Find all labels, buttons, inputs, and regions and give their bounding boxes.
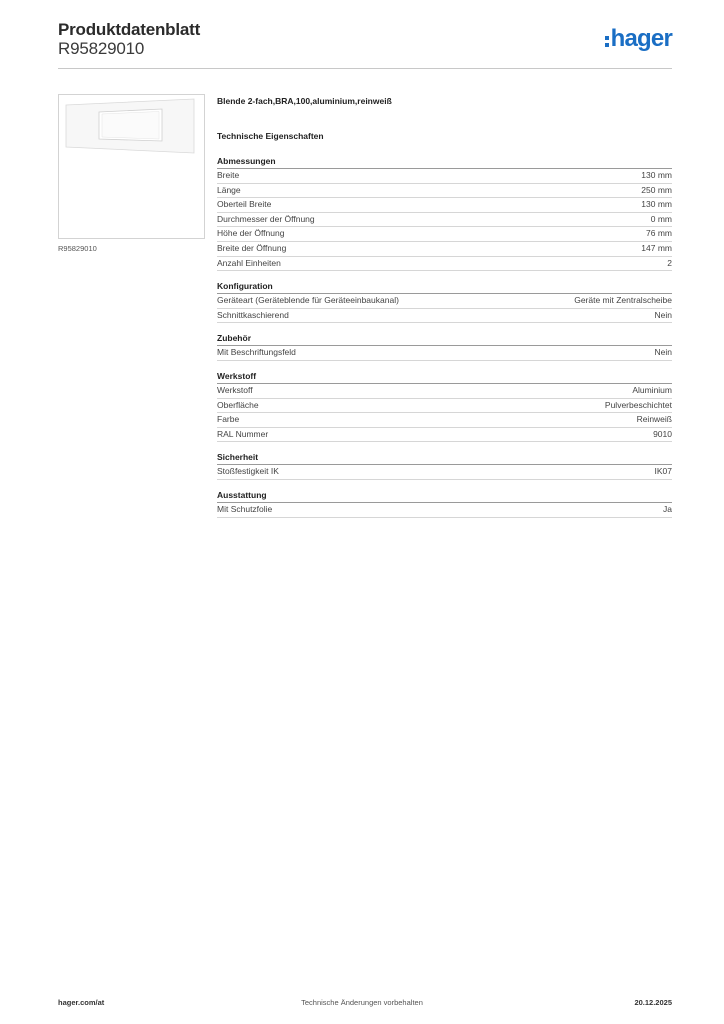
property-label: Stoßfestigkeit IK: [217, 466, 279, 477]
section-title: Konfiguration: [217, 280, 672, 294]
property-row: [217, 384, 672, 399]
property-label: Anzahl Einheiten: [217, 257, 281, 268]
property-value: Pulverbeschichtet: [604, 399, 672, 410]
article-number: R95829010: [58, 39, 145, 58]
property-row: [217, 465, 672, 480]
section-title: Ausstattung: [217, 489, 672, 503]
property-value: 2: [667, 257, 672, 268]
property-row: [217, 428, 672, 443]
property-value: 76 mm: [646, 228, 672, 239]
product-image: [58, 94, 205, 239]
property-label: Schnittkaschierend: [217, 309, 289, 320]
section-sicherheit: [217, 451, 672, 480]
property-label: RAL Nummer: [217, 428, 269, 439]
property-row: [217, 242, 672, 257]
property-value: 147 mm: [641, 242, 672, 253]
properties-sections: [217, 155, 672, 518]
property-value: 250 mm: [641, 184, 672, 195]
product-details: [217, 94, 672, 527]
property-label: Höhe der Öffnung: [217, 228, 285, 239]
technical-properties-heading: Technische Eigenschaften: [217, 131, 324, 141]
property-row: [217, 257, 672, 272]
logo-text: hager: [610, 25, 672, 52]
property-row: [217, 346, 672, 361]
property-label: Oberfläche: [217, 399, 259, 410]
property-label: Breite: [217, 170, 240, 180]
property-value: Reinweiß: [636, 414, 672, 425]
property-label: Durchmesser der Öffnung: [217, 213, 315, 224]
section-title: Sicherheit: [217, 451, 672, 465]
property-row: [217, 213, 672, 228]
property-label: Länge: [217, 184, 241, 195]
property-label: Mit Beschriftungsfeld: [217, 347, 296, 358]
property-label: Oberteil Breite: [217, 199, 272, 210]
header-divider: [58, 68, 672, 69]
section-konfiguration: [217, 280, 672, 323]
section-zubeh-r: [217, 332, 672, 361]
section-title: Abmessungen: [217, 155, 672, 169]
footer-date: 20.12.2025: [634, 998, 672, 1007]
image-caption: R95829010: [58, 244, 97, 253]
section-abmessungen: [217, 155, 672, 271]
property-row: [217, 294, 672, 309]
property-value: Nein: [654, 309, 672, 320]
section-ausstattung: [217, 489, 672, 518]
product-name: Blende 2-fach,BRA,100,aluminium,reinweiß: [217, 96, 392, 106]
section-title: Werkstoff: [217, 370, 672, 384]
property-value: 130 mm: [641, 199, 672, 210]
property-label: Mit Schutzfolie: [217, 503, 273, 514]
footer-disclaimer: Technische Änderungen vorbehalten: [301, 998, 423, 1007]
property-row: [217, 198, 672, 213]
property-row: [217, 503, 672, 518]
property-row: [217, 227, 672, 242]
property-label: Werkstoff: [217, 384, 253, 395]
property-value: 9010: [653, 428, 672, 439]
property-label: Geräteart (Geräteblende für Geräteeinbaukanal): [217, 295, 399, 306]
page-title: Produktdatenblatt: [58, 20, 201, 39]
hager-logo: [605, 27, 672, 51]
cover-plate-illustration: [62, 97, 202, 157]
property-value: Aluminium: [632, 384, 672, 395]
property-value: Nein: [654, 347, 672, 358]
property-value: 130 mm: [641, 170, 672, 180]
logo-mark-icon: [605, 36, 609, 47]
property-label: Breite der Öffnung: [217, 242, 287, 253]
property-value: Geräte mit Zentralscheibe: [574, 295, 672, 306]
property-value: 0 mm: [650, 213, 672, 224]
property-row: [217, 184, 672, 199]
property-row: [217, 413, 672, 428]
property-row: [217, 169, 672, 184]
section-werkstoff: [217, 370, 672, 442]
property-value: IK07: [654, 466, 672, 477]
property-row: [217, 399, 672, 414]
section-title: Zubehör: [217, 332, 672, 346]
property-label: Farbe: [217, 414, 240, 425]
footer-website: hager.com/at: [58, 998, 105, 1007]
property-value: Ja: [663, 503, 672, 514]
property-row: [217, 309, 672, 324]
